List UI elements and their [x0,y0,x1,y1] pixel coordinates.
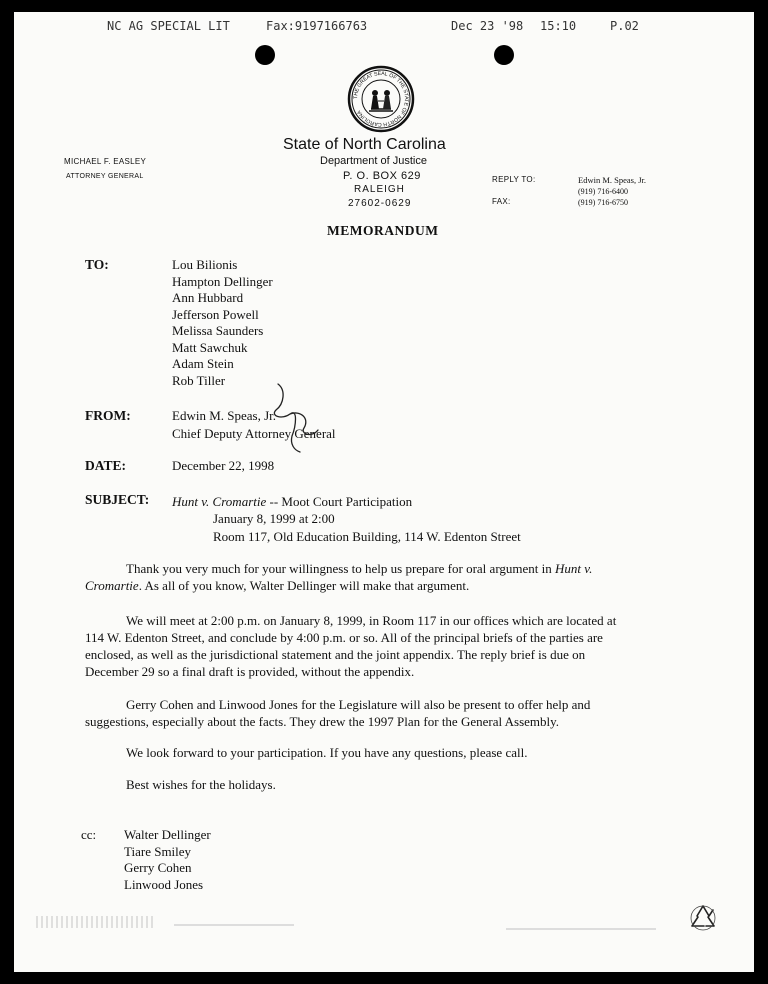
scan-line [506,928,656,930]
recipient: Ann Hubbard [172,290,244,305]
handwritten-signature [260,380,330,460]
fax-number: Fax:9197166763 [266,19,368,33]
subject-case-name: Hunt v. Cromartie [172,494,267,509]
fax-sender: NC AG SPECIAL LIT [107,19,230,33]
paragraph-5 [85,776,675,793]
fax-label: FAX: [492,197,511,206]
memo-page [14,12,754,972]
cc-label: cc: [81,827,97,842]
paragraph-line: suggestions, especially about the facts. They drew the 1997 Plan for the General Assembly. [85,714,560,729]
paragraph-text: . As all of you know, Walter Dellinger will make that argument. [138,578,470,593]
city: RALEIGH [354,184,405,195]
seal-text: THE GREAT SEAL OF THE STATE OF NORTH CAROLINA [352,70,410,128]
po-box: P. O. BOX 629 [343,170,421,182]
subject-line [172,494,412,510]
punch-hole-right [494,45,514,65]
cc-recipient: Walter Dellinger [124,827,211,842]
fax-page: P.02 [610,19,639,33]
closing-line: Best wishes for the holidays. [126,777,276,792]
case-name: Hunt v. [555,561,593,576]
paragraph-line: enclosed, as well as the jurisdictional statement and the joint appendix. The reply brief is due on [85,647,586,662]
recycle-icon [688,903,718,931]
state-seal-icon [347,65,415,133]
recipient: Melissa Saunders [172,323,264,338]
from-title: Chief Deputy Attorney General [172,426,336,441]
from-label: FROM: [85,408,131,423]
fax-time: 15:10 [540,19,577,33]
cc-list [124,827,211,893]
recipient-list [172,257,273,389]
recipient: Lou Bilionis [172,257,238,272]
paragraph-line: December 29 so a final draft is provided, without the appendix. [85,664,415,679]
scan-line [174,924,294,926]
cc-recipient: Linwood Jones [124,876,204,892]
recipient: Matt Sawchuk [172,339,248,355]
paragraph-2 [85,612,675,680]
paragraph-line: We look forward to your participation. If you have any questions, please call. [126,745,528,760]
subject-label: SUBJECT: [85,492,150,507]
department-name: Department of Justice [320,155,427,167]
paragraph-3 [85,696,675,730]
paragraph-line: We will meet at 2:00 p.m. on January 8, 1999, in Room 117 in our offices which are located at [126,613,617,628]
punch-hole-left [255,45,275,65]
cc-recipient: Tiare Smiley [124,843,192,859]
memo-date: December 22, 1998 [172,458,275,473]
case-name: Cromartie [85,578,139,593]
svg-text:THE GREAT SEAL OF THE STATE OF [353,71,409,127]
attorney-general-title: ATTORNEY GENERAL [66,173,144,180]
subject-topic: -- Moot Court Participation [266,494,413,509]
paragraph-text: Thank you very much for your willingness to help us prepare for oral argument in [126,561,556,576]
cc-recipient: Gerry Cohen [124,860,192,875]
subject-location: Room 117, Old Education Building, 114 W. Edenton Street [213,529,521,544]
fax-date: Dec 23 '98 [451,19,524,33]
recipient: Jefferson Powell [172,306,259,322]
to-label: TO: [85,257,109,272]
recipient: Rob Tiller [172,372,226,388]
reply-fax: (919) 716-6750 [578,198,628,207]
memo-title: MEMORANDUM [327,223,439,238]
paragraph-line: 114 W. Edenton Street, and conclude by 4:00 p.m. or so. All of the principal briefs of the parties are [85,630,603,645]
attorney-general-name: MICHAEL F. EASLEY [64,157,147,166]
scan-smudge [36,916,156,928]
subject-date-time: January 8, 1999 at 2:00 [213,511,335,526]
recipient: Hampton Dellinger [172,273,273,289]
paragraph-line: Gerry Cohen and Linwood Jones for the Legislature will also be present to offer help and [126,697,591,712]
paragraph-4 [85,744,675,761]
state-name: State of North Carolina [283,136,446,153]
reply-name: Edwin M. Speas, Jr. [578,175,646,185]
from-name: Edwin M. Speas, Jr. [172,408,276,423]
zip-code: 27602-0629 [348,198,412,209]
reply-phone: (919) 716-6400 [578,187,628,196]
reply-to-label: REPLY TO: [492,175,536,184]
paragraph-1 [85,560,675,594]
recipient: Adam Stein [172,356,234,371]
date-label: DATE: [85,458,127,473]
